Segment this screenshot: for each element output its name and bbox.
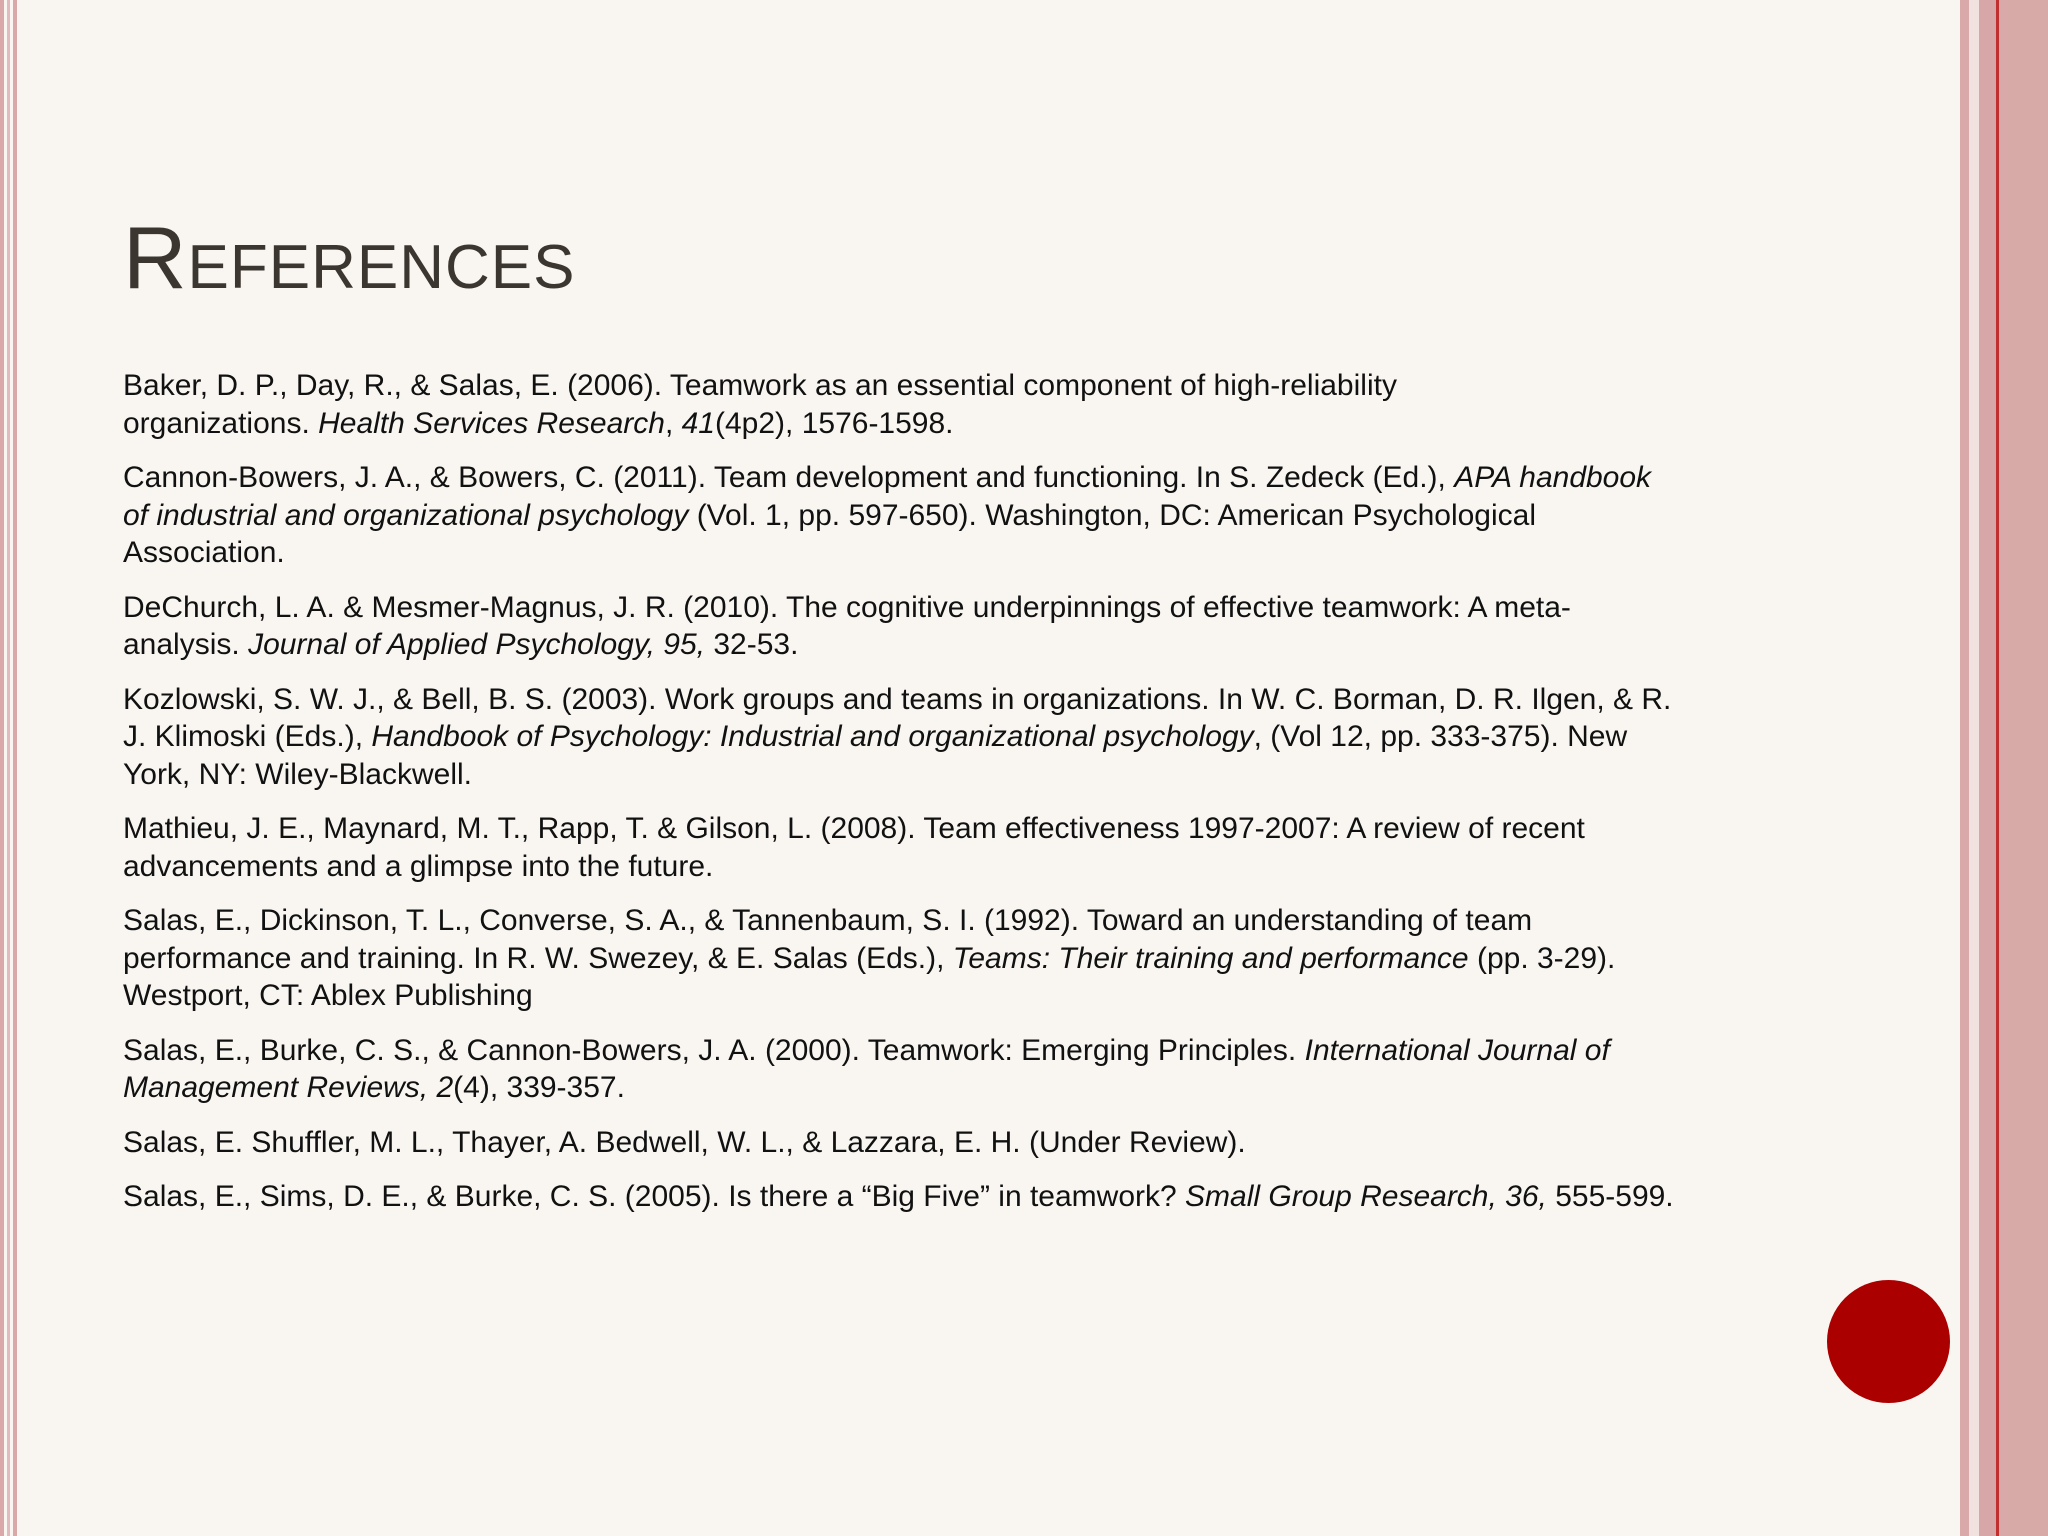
reference-text: , (Vol 12, pp. 333-375). New	[1253, 720, 1628, 753]
reference-line	[123, 718, 1763, 756]
reference-entry	[123, 589, 1763, 664]
reference-line	[123, 810, 1763, 848]
reference-text: analysis.	[123, 628, 249, 661]
reference-line	[123, 1032, 1763, 1070]
reference-text: ,	[664, 406, 682, 440]
left-border-line	[0, 0, 4, 1536]
reference-text: Baker, D. P., Day, R., & Salas, E. (2006). Teamwork as an essential component of high-reliability	[123, 369, 1397, 402]
reference-line	[123, 1178, 1763, 1216]
reference-text: (Vol. 1, pp. 597-650). Washington, DC: American Psychological	[688, 498, 1537, 532]
reference-line	[123, 626, 1763, 664]
reference-text: York, NY: Wiley-Blackwell.	[123, 757, 472, 791]
reference-entry	[123, 459, 1763, 572]
reference-italic-text: Health Services Research	[318, 406, 665, 440]
reference-line	[123, 405, 1763, 443]
reference-italic-text: Small Group Research, 36,	[1185, 1180, 1547, 1213]
reference-text: Salas, E., Dickinson, T. L., Converse, S. A., & Tannenbaum, S. I. (1992). Toward an understanding of team	[123, 904, 1533, 937]
reference-text: Cannon-Bowers, J. A., & Bowers, C. (2011). Team development and functioning. In S. Zedeck (Ed.),	[123, 461, 1455, 494]
reference-entry	[123, 902, 1763, 1015]
reference-line	[123, 459, 1763, 497]
reference-italic-text: Teams: Their training and performance	[952, 941, 1469, 975]
right-border-band	[2007, 0, 2048, 1536]
reference-text: Mathieu, J. E., Maynard, M. T., Rapp, T. & Gilson, L. (2008). Team effectiveness 1997-2007: A review of recent	[123, 812, 1585, 845]
reference-italic-text: of industrial and organizational psychology	[123, 498, 689, 532]
reference-line	[123, 940, 1763, 978]
reference-text: advancements and a glimpse into the future.	[123, 849, 714, 883]
reference-text: 555-599.	[1546, 1180, 1674, 1213]
decorative-red-circle	[1827, 1280, 1950, 1403]
reference-line	[123, 848, 1763, 886]
reference-text: Kozlowski, S. W. J., & Bell, B. S. (2003). Work groups and teams in organizations. In W. C. Borman, D. R. Ilgen, & R.	[123, 682, 1672, 716]
reference-line	[123, 534, 1763, 572]
reference-text: (4), 339-357.	[453, 1071, 625, 1104]
reference-entry	[123, 367, 1763, 442]
reference-line	[123, 902, 1763, 940]
reference-entry	[123, 681, 1763, 794]
reference-entry	[123, 1124, 1763, 1162]
reference-entry	[123, 1178, 1763, 1216]
reference-italic-text: Management Reviews, 2	[123, 1071, 454, 1104]
reference-line	[123, 589, 1763, 627]
reference-text: DeChurch, L. A. & Mesmer-Magnus, J. R. (2010). The cognitive underpinnings of effective teamwork: A meta-	[123, 590, 1571, 624]
reference-line	[123, 681, 1763, 719]
reference-line	[123, 1124, 1763, 1162]
reference-line	[123, 756, 1763, 794]
reference-line	[123, 977, 1763, 1015]
left-border-line	[7, 0, 10, 1536]
right-border-band	[1979, 0, 1996, 1536]
right-border-band	[1969, 0, 1979, 1536]
slide-title: References	[123, 208, 576, 307]
reference-list	[123, 367, 1763, 1233]
reference-line	[123, 497, 1763, 535]
reference-entry	[123, 810, 1763, 885]
reference-italic-text: APA handbook	[1454, 461, 1652, 494]
reference-entry	[123, 1032, 1763, 1107]
reference-italic-text: International Journal of	[1304, 1033, 1610, 1067]
reference-italic-text: Handbook of Psychology: Industrial and organizational psychology	[371, 720, 1254, 753]
reference-italic-text: 41	[681, 406, 715, 440]
reference-text: (pp. 3-29).	[1468, 941, 1616, 975]
reference-text: Salas, E., Burke, C. S., & Cannon-Bowers, J. A. (2000). Teamwork: Emerging Principles.	[123, 1033, 1305, 1067]
reference-text: Salas, E., Sims, D. E., & Burke, C. S. (2005). Is there a “Big Five” in teamwork?	[123, 1180, 1186, 1213]
reference-text: Association.	[123, 536, 285, 569]
reference-text: organizations.	[123, 406, 319, 440]
reference-text: J. Klimoski (Eds.),	[123, 720, 372, 753]
left-border-line	[13, 0, 17, 1536]
reference-text: performance and training. In R. W. Swezey, & E. Salas (Eds.),	[123, 941, 953, 975]
reference-text: Westport, CT: Ablex Publishing	[123, 979, 533, 1012]
reference-line	[123, 367, 1763, 405]
reference-text: (4p2), 1576-1598.	[715, 406, 954, 440]
reference-text: Salas, E. Shuffler, M. L., Thayer, A. Bedwell, W. L., & Lazzara, E. H. (Under Review).	[123, 1125, 1246, 1159]
right-border-band	[1960, 0, 1969, 1536]
reference-italic-text: Journal of Applied Psychology, 95,	[248, 628, 706, 661]
reference-text: 32-53.	[705, 628, 799, 661]
reference-line	[123, 1069, 1763, 1107]
right-border-band	[1999, 0, 2007, 1536]
